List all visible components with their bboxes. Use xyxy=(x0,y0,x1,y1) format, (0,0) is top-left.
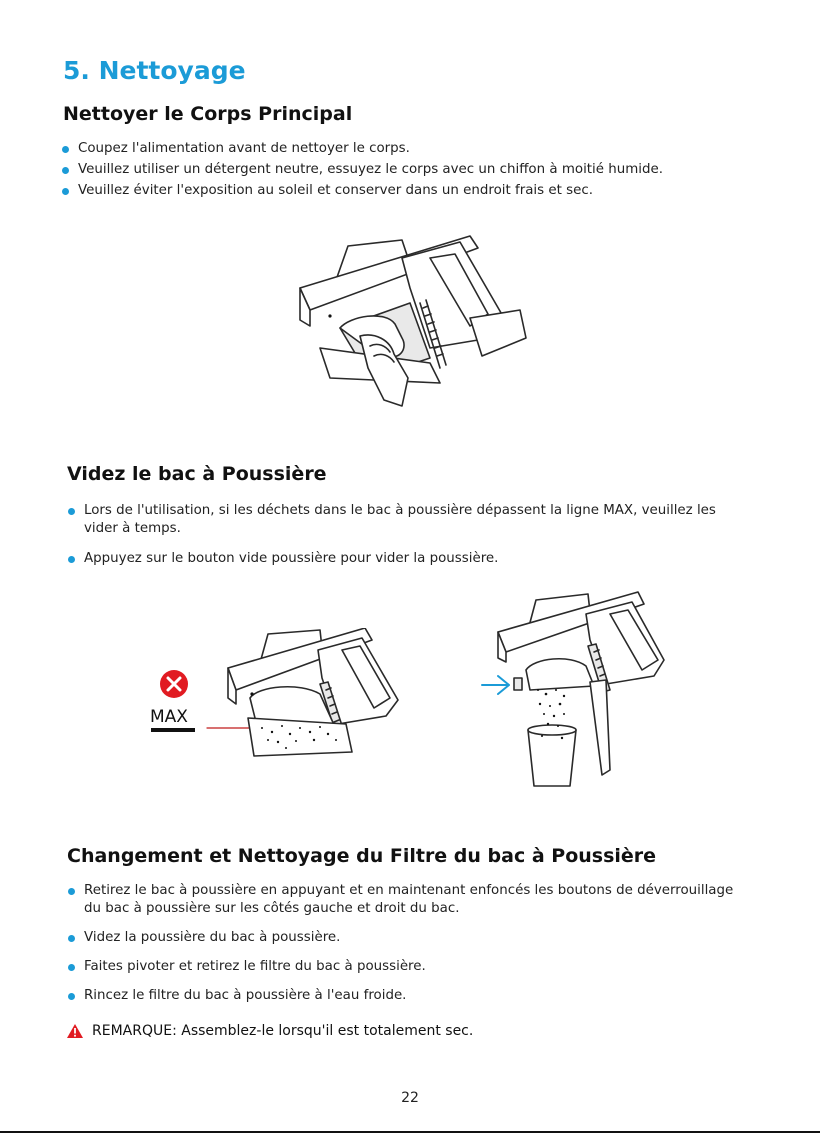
illustration-press-empty-button xyxy=(478,590,678,795)
section-heading-filter-change: Changement et Nettoyage du Filtre du bac à Poussière xyxy=(67,845,657,867)
list-item: Veuillez éviter l'exposition au soleil et conserver dans un endroit frais et sec. xyxy=(60,182,760,200)
note xyxy=(66,1023,473,1039)
list-item: Appuyez sur le bouton vide poussière pour vider la poussière. xyxy=(66,550,746,568)
list-item: Rincez le filtre du bac à poussière à l'eau froide. xyxy=(66,987,746,1005)
section-heading-body-cleaning: Nettoyer le Corps Principal xyxy=(63,103,353,125)
list-item: Faites pivoter et retirez le filtre du bac à poussière. xyxy=(66,958,746,976)
list-item: Lors de l'utilisation, si les déchets dans le bac à poussière dépassent la ligne MAX, veuillez les vider à temps. xyxy=(66,502,746,538)
section2-bullet-list xyxy=(66,502,746,580)
page-title: 5. Nettoyage xyxy=(63,56,246,85)
warning-triangle-icon xyxy=(66,1023,84,1039)
list-item: Veuillez utiliser un détergent neutre, essuyez le corps avec un chiffon à moitié humide. xyxy=(60,161,760,179)
section1-bullet-list xyxy=(60,140,760,203)
section3-bullet-list xyxy=(66,882,746,1016)
list-item: Coupez l'alimentation avant de nettoyer le corps. xyxy=(60,140,760,158)
max-label: MAX xyxy=(150,707,188,727)
list-item: Videz la poussière du bac à poussière. xyxy=(66,929,746,947)
section-heading-empty-dust-bin: Videz le bac à Poussière xyxy=(67,463,327,485)
note-text: REMARQUE: Assemblez-le lorsqu'il est totalement sec. xyxy=(92,1023,474,1039)
x-circle-icon xyxy=(160,670,188,698)
page-number: 22 xyxy=(401,1090,419,1106)
bottom-rule xyxy=(0,1131,820,1133)
arrow-right-icon xyxy=(482,676,509,694)
illustration-max-line-warning xyxy=(150,628,400,763)
illustration-wipe-body xyxy=(290,228,530,408)
list-item: Retirez le bac à poussière en appuyant et en maintenant enfoncés les boutons de déverrouillage du bac à poussière sur les côtés gauche et droit du bac. xyxy=(66,882,746,918)
